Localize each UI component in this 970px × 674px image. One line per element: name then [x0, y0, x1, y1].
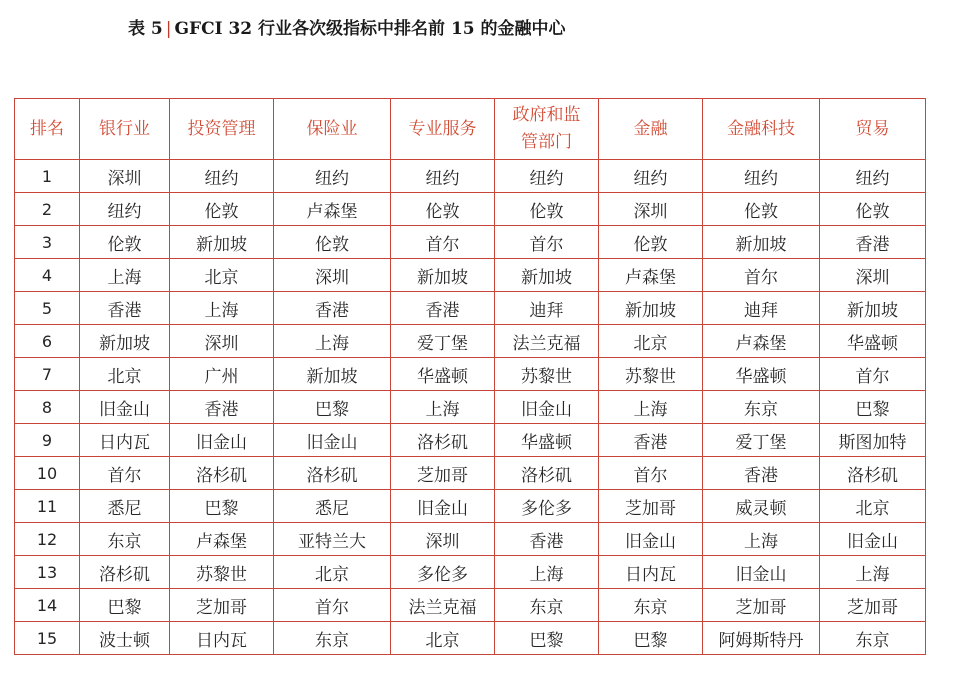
column-header: 专业服务	[391, 99, 495, 160]
city-cell: 旧金山	[170, 424, 274, 457]
city-cell: 香港	[703, 457, 820, 490]
city-cell: 伦敦	[495, 193, 599, 226]
city-cell: 上海	[599, 391, 703, 424]
ranking-table	[14, 98, 926, 655]
table-row	[15, 424, 926, 457]
city-cell: 洛杉矶	[80, 556, 170, 589]
column-header: 政府和监管部门	[495, 99, 599, 160]
city-cell: 伦敦	[391, 193, 495, 226]
city-cell: 法兰克福	[495, 325, 599, 358]
city-cell: 新加坡	[391, 259, 495, 292]
city-cell: 首尔	[703, 259, 820, 292]
column-header: 金融	[599, 99, 703, 160]
table-row	[15, 193, 926, 226]
city-cell: 伦敦	[80, 226, 170, 259]
city-cell: 东京	[80, 523, 170, 556]
city-cell: 香港	[599, 424, 703, 457]
table-row	[15, 589, 926, 622]
city-cell: 东京	[820, 622, 926, 655]
city-cell: 爱丁堡	[703, 424, 820, 457]
city-cell: 上海	[495, 556, 599, 589]
city-cell: 华盛顿	[391, 358, 495, 391]
city-cell: 迪拜	[495, 292, 599, 325]
table-row	[15, 325, 926, 358]
city-cell: 深圳	[391, 523, 495, 556]
city-cell: 卢森堡	[703, 325, 820, 358]
rank-cell: 1	[15, 160, 80, 193]
table-body	[15, 160, 926, 655]
city-cell: 首尔	[495, 226, 599, 259]
table-row	[15, 490, 926, 523]
city-cell: 伦敦	[170, 193, 274, 226]
city-cell: 纽约	[80, 193, 170, 226]
rank-cell: 5	[15, 292, 80, 325]
city-cell: 香港	[495, 523, 599, 556]
rank-cell: 4	[15, 259, 80, 292]
rank-cell: 8	[15, 391, 80, 424]
city-cell: 新加坡	[820, 292, 926, 325]
city-cell: 洛杉矶	[170, 457, 274, 490]
table-row	[15, 622, 926, 655]
city-cell: 卢森堡	[599, 259, 703, 292]
city-cell: 首尔	[391, 226, 495, 259]
city-cell: 广州	[170, 358, 274, 391]
city-cell: 香港	[274, 292, 391, 325]
column-header: 保险业	[274, 99, 391, 160]
table-title: GFCI 32 行业各次级指标中排名前 15 的金融中心	[174, 19, 566, 39]
city-cell: 悉尼	[274, 490, 391, 523]
city-cell: 旧金山	[391, 490, 495, 523]
city-cell: 华盛顿	[495, 424, 599, 457]
rank-cell: 6	[15, 325, 80, 358]
city-cell: 旧金山	[703, 556, 820, 589]
city-cell: 新加坡	[599, 292, 703, 325]
column-header: 贸易	[820, 99, 926, 160]
city-cell: 华盛顿	[703, 358, 820, 391]
rank-cell: 11	[15, 490, 80, 523]
city-cell: 亚特兰大	[274, 523, 391, 556]
city-cell: 首尔	[820, 358, 926, 391]
city-cell: 北京	[170, 259, 274, 292]
city-cell: 纽约	[170, 160, 274, 193]
city-cell: 北京	[274, 556, 391, 589]
city-cell: 新加坡	[703, 226, 820, 259]
city-cell: 新加坡	[495, 259, 599, 292]
table-number: 表 5	[128, 19, 163, 39]
city-cell: 波士顿	[80, 622, 170, 655]
city-cell: 卢森堡	[274, 193, 391, 226]
column-header: 金融科技	[703, 99, 820, 160]
city-cell: 纽约	[820, 160, 926, 193]
city-cell: 华盛顿	[820, 325, 926, 358]
table-row	[15, 391, 926, 424]
city-cell: 旧金山	[274, 424, 391, 457]
city-cell: 巴黎	[80, 589, 170, 622]
city-cell: 旧金山	[80, 391, 170, 424]
column-header: 投资管理	[170, 99, 274, 160]
city-cell: 上海	[820, 556, 926, 589]
city-cell: 深圳	[274, 259, 391, 292]
city-cell: 上海	[170, 292, 274, 325]
city-cell: 上海	[274, 325, 391, 358]
city-cell: 日内瓦	[599, 556, 703, 589]
city-cell: 伦敦	[599, 226, 703, 259]
city-cell: 阿姆斯特丹	[703, 622, 820, 655]
city-cell: 纽约	[274, 160, 391, 193]
city-cell: 伦敦	[820, 193, 926, 226]
city-cell: 首尔	[274, 589, 391, 622]
city-cell: 深圳	[170, 325, 274, 358]
city-cell: 上海	[80, 259, 170, 292]
city-cell: 北京	[391, 622, 495, 655]
city-cell: 纽约	[599, 160, 703, 193]
rank-cell: 12	[15, 523, 80, 556]
city-cell: 纽约	[391, 160, 495, 193]
city-cell: 日内瓦	[80, 424, 170, 457]
city-cell: 巴黎	[495, 622, 599, 655]
city-cell: 上海	[391, 391, 495, 424]
city-cell: 深圳	[599, 193, 703, 226]
city-cell: 香港	[80, 292, 170, 325]
city-cell: 悉尼	[80, 490, 170, 523]
city-cell: 爱丁堡	[391, 325, 495, 358]
table-row	[15, 523, 926, 556]
city-cell: 东京	[599, 589, 703, 622]
city-cell: 香港	[820, 226, 926, 259]
city-cell: 苏黎世	[170, 556, 274, 589]
column-header: 排名	[15, 99, 80, 160]
city-cell: 首尔	[80, 457, 170, 490]
city-cell: 洛杉矶	[274, 457, 391, 490]
table-row	[15, 358, 926, 391]
city-cell: 东京	[495, 589, 599, 622]
rank-cell: 7	[15, 358, 80, 391]
city-cell: 旧金山	[599, 523, 703, 556]
table-row	[15, 226, 926, 259]
table-row	[15, 457, 926, 490]
city-cell: 芝加哥	[170, 589, 274, 622]
city-cell: 日内瓦	[170, 622, 274, 655]
table-row	[15, 259, 926, 292]
city-cell: 斯图加特	[820, 424, 926, 457]
city-cell: 北京	[599, 325, 703, 358]
city-cell: 香港	[170, 391, 274, 424]
rank-cell: 14	[15, 589, 80, 622]
table-caption	[128, 14, 566, 39]
city-cell: 新加坡	[80, 325, 170, 358]
city-cell: 纽约	[703, 160, 820, 193]
city-cell: 洛杉矶	[391, 424, 495, 457]
column-header: 银行业	[80, 99, 170, 160]
rank-cell: 15	[15, 622, 80, 655]
city-cell: 深圳	[820, 259, 926, 292]
city-cell: 多伦多	[391, 556, 495, 589]
table-row	[15, 556, 926, 589]
city-cell: 芝加哥	[599, 490, 703, 523]
city-cell: 苏黎世	[495, 358, 599, 391]
table-row	[15, 160, 926, 193]
city-cell: 深圳	[80, 160, 170, 193]
city-cell: 旧金山	[820, 523, 926, 556]
city-cell: 东京	[274, 622, 391, 655]
table-row	[15, 292, 926, 325]
rank-cell: 3	[15, 226, 80, 259]
city-cell: 新加坡	[274, 358, 391, 391]
city-cell: 旧金山	[495, 391, 599, 424]
city-cell: 巴黎	[170, 490, 274, 523]
city-cell: 芝加哥	[703, 589, 820, 622]
table-header	[15, 99, 926, 160]
city-cell: 威灵顿	[703, 490, 820, 523]
city-cell: 首尔	[599, 457, 703, 490]
city-cell: 香港	[391, 292, 495, 325]
city-cell: 芝加哥	[820, 589, 926, 622]
city-cell: 伦敦	[274, 226, 391, 259]
header-row	[15, 99, 926, 160]
rank-cell: 10	[15, 457, 80, 490]
city-cell: 芝加哥	[391, 457, 495, 490]
city-cell: 北京	[80, 358, 170, 391]
city-cell: 多伦多	[495, 490, 599, 523]
city-cell: 上海	[703, 523, 820, 556]
city-cell: 苏黎世	[599, 358, 703, 391]
city-cell: 洛杉矶	[495, 457, 599, 490]
city-cell: 卢森堡	[170, 523, 274, 556]
city-cell: 东京	[703, 391, 820, 424]
caption-separator: |	[165, 19, 172, 39]
rank-cell: 13	[15, 556, 80, 589]
city-cell: 新加坡	[170, 226, 274, 259]
city-cell: 伦敦	[703, 193, 820, 226]
city-cell: 巴黎	[820, 391, 926, 424]
city-cell: 巴黎	[274, 391, 391, 424]
rank-cell: 2	[15, 193, 80, 226]
city-cell: 巴黎	[599, 622, 703, 655]
city-cell: 洛杉矶	[820, 457, 926, 490]
city-cell: 纽约	[495, 160, 599, 193]
rank-cell: 9	[15, 424, 80, 457]
city-cell: 法兰克福	[391, 589, 495, 622]
city-cell: 北京	[820, 490, 926, 523]
city-cell: 迪拜	[703, 292, 820, 325]
